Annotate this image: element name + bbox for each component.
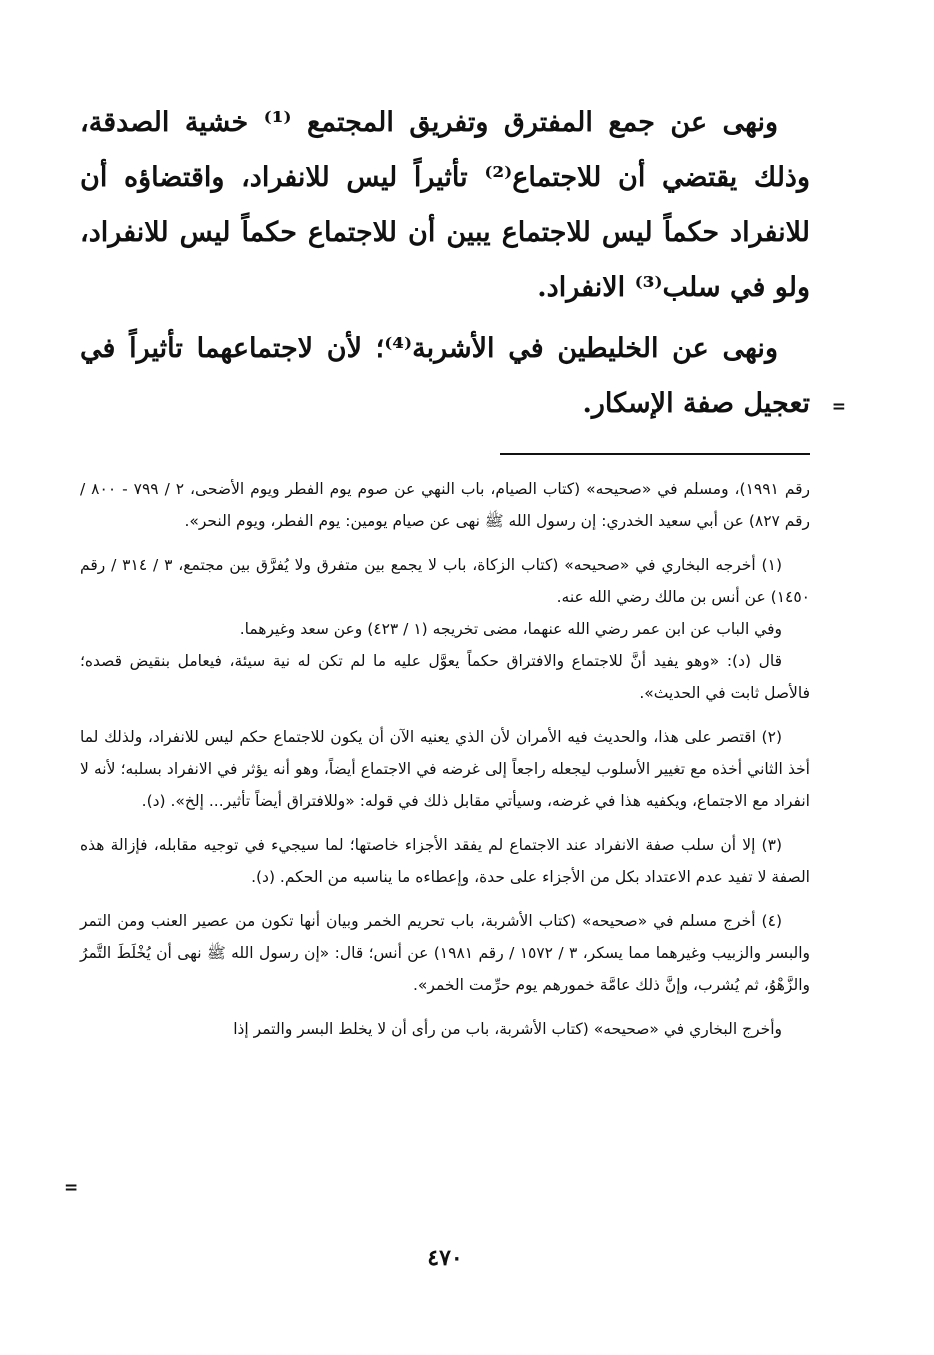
footnote-2-text: (٢) اقتصر على هذا، والحديث فيه الأمران لأن الذي يعنيه الآن أن يكون للاجتماع حكم ليس للانفراد، ولذلك لما أخذ الثاني أخذه مع تغيير الأسلوب ليجعله راجعاً إلى غرضه في الاجتماع أيضاً، وهو أنه يؤثر في الانفراد بسلبه؛ لأنه لا انفراد مع الاجتماع، ويكفيه هذا في غرضه، وسيأتي مقابل ذلك في قوله: «وللافتراق أيضاً تأثير... إلخ». (د). xyxy=(80,728,810,810)
footnote-1 xyxy=(80,549,810,709)
footnote-3 xyxy=(80,829,810,893)
page-number: ٤٧٠ xyxy=(427,1245,463,1271)
footnote-4-continued xyxy=(80,1013,810,1045)
footnote-4-text: (٤) أخرج مسلم في «صحيحه» (كتاب الأشربة، باب تحريم الخمر وبيان أنها تكون من عصير العنب ومن التمر والبسر والزبيب وغيرهما مما يسكر، ٣ / ١٥٧٢ / رقم ١٩٨١) عن أنس؛ قال: «إن رسول الله ﷺ نهى أن يُخْلَطَ التَّمرُ والزَّهْوُ، ثم يُشرب، وإنَّ ذلك عامَّة خمورهم يوم حرِّمت الخمر». xyxy=(80,912,811,994)
footnotes xyxy=(80,473,810,1045)
book-page xyxy=(64,95,846,1335)
main-paragraph-2: ونهى عن الخليطين في الأشربة⁽⁴⁾؛ لأن لاجتماعهما تأثيراً في تعجيل صفة الإسكار. xyxy=(80,333,810,419)
footnote-1-extra: وفي الباب عن ابن عمر رضي الله عنهما، مضى تخريجه (١ / ٤٢٣) وعن سعد وغيرهما. xyxy=(239,620,782,638)
main-text xyxy=(80,95,810,431)
footnote-1-comment: قال (د): «وهو يفيد أنَّ للاجتماع والافتراق حكماً يعوَّل عليه ما لم تكن له نية سيئة، فيعامل بنقيض قصده؛ فالأصل ثابت في الحديث». xyxy=(80,652,810,702)
footnote-4 xyxy=(80,905,810,1001)
footnote-1-text: (١) أخرجه البخاري في «صحيحه» (كتاب الزكاة، باب لا يجمع بين متفرق ولا يُفرَّق بين مجتمع، ٣ / ٣١٤ / رقم ١٤٥٠) عن أنس بن مالك رضي الله عنه. xyxy=(80,556,810,606)
footnote-carry-over-text: رقم ١٩٩١)، ومسلم في «صحيحه» (كتاب الصيام، باب النهي عن صوم يوم الفطر ويوم الأضحى، ٢ / ٧٩٩ - ٨٠٠ / رقم ٨٢٧) عن أبي سعيد الخدري: إن رسول الله ﷺ نهى عن صيام يومين: يوم الفطر، ويوم النحر». xyxy=(80,480,811,530)
footnote-4-extra: وأخرج البخاري في «صحيحه» (كتاب الأشربة، باب من رأى أن لا يخلط البسر والتمر إذا xyxy=(233,1020,782,1038)
continuation-mark-top: = xyxy=(831,397,846,417)
main-paragraph-1: ونهى عن جمع المفترق وتفريق المجتمع ⁽¹⁾ خشية الصدقة، وذلك يقتضي أن للاجتماع⁽²⁾ تأثيراً ليس للانفراد، واقتضاؤه أن للانفراد حكماً ليس للاجتماع يبين أن للاجتماع حكماً ليس للانفراد، ولو في سلب⁽³⁾ الانفراد. xyxy=(80,107,810,303)
continuation-mark-bottom: = xyxy=(64,1178,79,1198)
footnote-carry-over xyxy=(80,473,810,537)
footnote-3-text: (٣) إلا أن سلب صفة الانفراد عند الاجتماع لم يفقد الأجزاء خاصتها؛ لما سيجيء في توجيه مقابله، فإزالة هذه الصفة لا تفيد عدم الاعتداد بكل من الأجزاء على حدة، وإعطاءه ما يناسبه من الحكم. (د). xyxy=(80,836,810,886)
footnote-2 xyxy=(80,721,810,817)
footnote-separator xyxy=(500,453,810,455)
